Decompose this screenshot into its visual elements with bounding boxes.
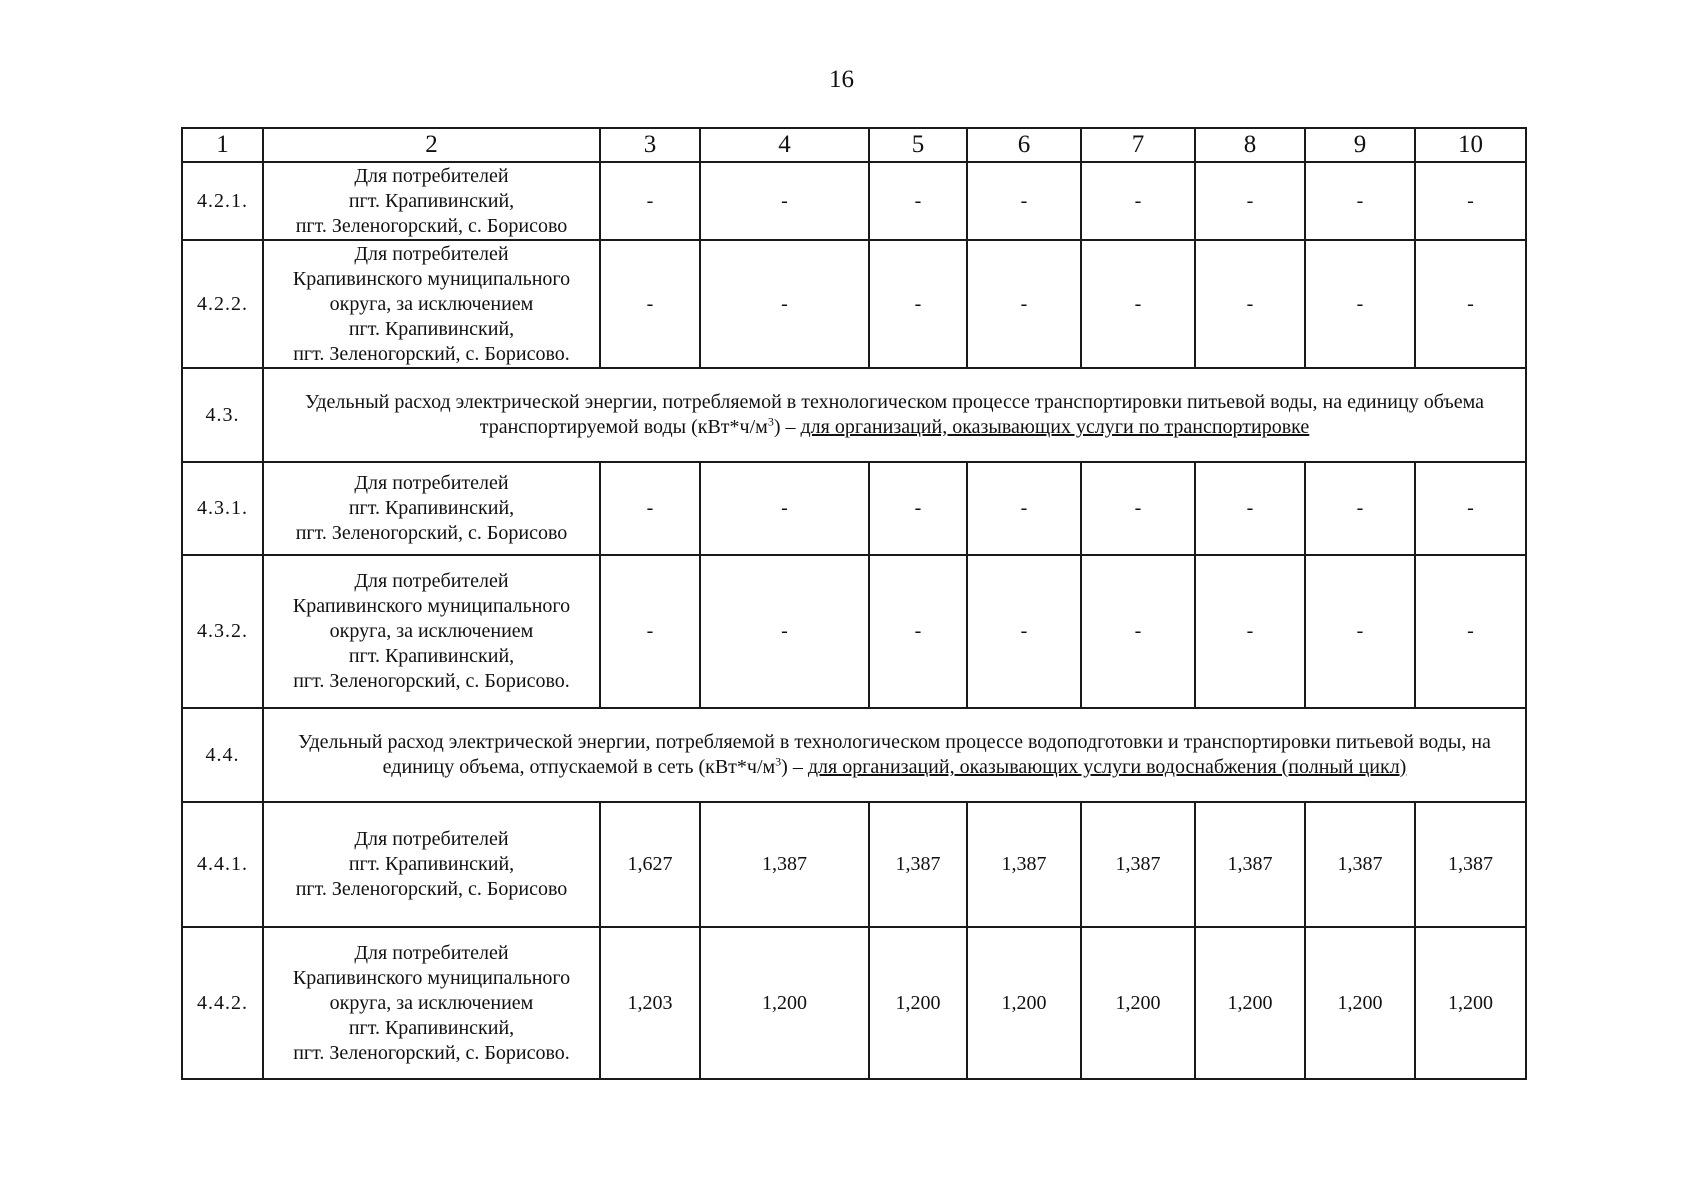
value-cell: - (600, 162, 700, 240)
value-cell: - (700, 162, 869, 240)
description-line: Для потребителей (354, 941, 509, 964)
value-cell: 1,200 (869, 927, 967, 1079)
table-row (182, 240, 1526, 368)
section-description (263, 368, 1526, 462)
description-line: Для потребителей (354, 570, 509, 592)
section-row (182, 708, 1526, 802)
value-cell: - (600, 555, 700, 708)
description-line: пгт. Зеленогорский, с. Борисово (295, 878, 568, 900)
value-cell: - (869, 555, 967, 708)
value-cell: 1,200 (1195, 927, 1305, 1079)
value-cell: 1,200 (700, 927, 869, 1079)
value-cell: - (700, 240, 869, 368)
row-number: 4.4.1. (182, 802, 263, 927)
row-number: 4.3.2. (182, 555, 263, 708)
value-cell: - (1305, 240, 1415, 368)
description-line: округа, за исключением (329, 991, 534, 1014)
row-description (263, 162, 600, 240)
value-cell: 1,387 (1081, 802, 1195, 927)
value-cell: - (869, 240, 967, 368)
value-cell: 1,387 (700, 802, 869, 927)
value-cell: - (1195, 162, 1305, 240)
header-row (182, 128, 1526, 162)
header-cell: 4 (700, 128, 869, 162)
description-line: Для потребителей (354, 164, 509, 187)
row-number: 4.3.1. (182, 462, 263, 555)
value-cell: - (1195, 462, 1305, 555)
header-cell: 8 (1195, 128, 1305, 162)
description-line: пгт. Зеленогорский, с. Борисово (295, 522, 568, 544)
value-cell: - (700, 462, 869, 555)
section-scope-underlined: для организаций, оказывающих услуги водоснабжения (полный цикл) (807, 756, 1407, 778)
description-line: округа, за исключением (329, 620, 534, 642)
value-cell: - (1415, 162, 1526, 240)
value-cell: - (700, 555, 869, 708)
value-cell: 1,200 (1081, 927, 1195, 1079)
value-cell: - (967, 462, 1081, 555)
section-text-close: ) – (773, 416, 801, 438)
value-cell: - (967, 555, 1081, 708)
value-cell: - (600, 462, 700, 555)
row-number: 4.4.2. (182, 927, 263, 1079)
value-cell: 1,200 (1415, 927, 1526, 1079)
description-line: пгт. Зеленогорский, с. Борисово. (293, 670, 570, 692)
unit-superscript: 3 (775, 754, 782, 769)
page-number: 16 (829, 66, 854, 93)
value-cell: 1,387 (1305, 802, 1415, 927)
value-cell: 1,387 (967, 802, 1081, 927)
value-cell: - (1305, 462, 1415, 555)
table-row (182, 927, 1526, 1079)
description-line: округа, за исключением (329, 292, 534, 315)
value-cell: - (1415, 462, 1526, 555)
description-line: Для потребителей (354, 472, 509, 494)
header-cell: 9 (1305, 128, 1415, 162)
header-cell: 6 (967, 128, 1081, 162)
description-line: пгт. Крапивинский, (348, 317, 515, 340)
description-line: Крапивинского муниципального (292, 966, 571, 989)
section-text-close: ) – (781, 756, 808, 778)
value-cell: - (1081, 162, 1195, 240)
value-cell: - (600, 240, 700, 368)
section-description (263, 708, 1526, 802)
section-scope-underlined: для организаций, оказывающих услуги по транспортировке (800, 416, 1310, 438)
row-description (263, 555, 600, 708)
row-description (263, 462, 600, 555)
table-row (182, 555, 1526, 708)
description-line: пгт. Зеленогорский, с. Борисово. (293, 342, 570, 365)
value-cell: 1,200 (967, 927, 1081, 1079)
value-cell: - (967, 162, 1081, 240)
value-cell: - (1415, 555, 1526, 708)
value-cell: 1,200 (1305, 927, 1415, 1079)
value-cell: - (967, 240, 1081, 368)
table-row (182, 462, 1526, 555)
description-line: Для потребителей (354, 828, 509, 850)
header-cell: 5 (869, 128, 967, 162)
row-number: 4.2.2. (182, 240, 263, 368)
header-cell: 7 (1081, 128, 1195, 162)
value-cell: - (869, 162, 967, 240)
description-line: Крапивинского муниципального (292, 267, 571, 290)
description-line: пгт. Крапивинский, (348, 853, 515, 875)
row-description (263, 927, 600, 1079)
value-cell: - (869, 462, 967, 555)
value-cell: - (1081, 462, 1195, 555)
header-cell: 10 (1415, 128, 1526, 162)
value-cell: 1,203 (600, 927, 700, 1079)
value-cell: 1,387 (1195, 802, 1305, 927)
value-cell: 1,387 (869, 802, 967, 927)
value-cell: - (1081, 555, 1195, 708)
description-line: пгт. Крапивинский, (348, 645, 515, 667)
row-description (263, 240, 600, 368)
row-number: 4.4. (182, 708, 263, 802)
description-line: пгт. Крапивинский, (348, 497, 515, 519)
row-description (263, 802, 600, 927)
row-number: 4.2.1. (182, 162, 263, 240)
value-cell: - (1305, 555, 1415, 708)
description-line: Крапивинского муниципального (292, 595, 571, 617)
section-text: Удельный расход электрической энергии, потребляемой в технологическом процессе водоподготовки и транспортировки питьевой воды, на единицу объема, отпускаемой в сеть (кВт*ч/м (298, 731, 1491, 778)
section-row (182, 368, 1526, 462)
description-line: пгт. Крапивинский, (348, 1016, 515, 1039)
value-cell: - (1081, 240, 1195, 368)
value-cell: 1,627 (600, 802, 700, 927)
value-cell: - (1305, 162, 1415, 240)
header-cell: 1 (182, 128, 263, 162)
value-cell: - (1415, 240, 1526, 368)
value-cell: 1,387 (1415, 802, 1526, 927)
row-number: 4.3. (182, 368, 263, 462)
value-cell: - (1195, 555, 1305, 708)
description-line: Для потребителей (354, 242, 509, 265)
section-text: Удельный расход электрической энергии, потребляемой в технологическом процессе транспортировки питьевой воды, на единицу объема транспортируемой воды (кВт*ч/м (304, 391, 1484, 438)
description-line: пгт. Крапивинский, (348, 189, 515, 212)
table-row (182, 802, 1526, 927)
unit-superscript: 3 (767, 414, 774, 429)
header-cell: 2 (263, 128, 600, 162)
header-cell: 3 (600, 128, 700, 162)
description-line: пгт. Зеленогорский, с. Борисово. (293, 1041, 570, 1064)
table-row (182, 162, 1526, 240)
indicators-table (181, 127, 1527, 1080)
description-line: пгт. Зеленогорский, с. Борисово (295, 214, 568, 237)
value-cell: - (1195, 240, 1305, 368)
